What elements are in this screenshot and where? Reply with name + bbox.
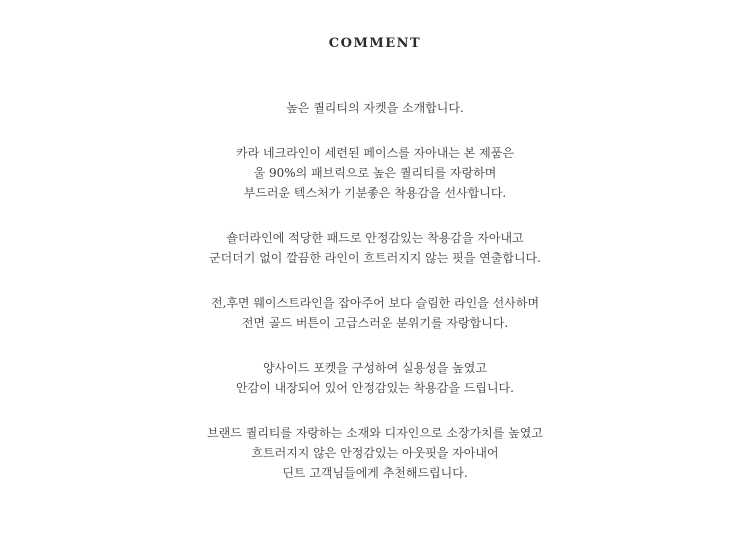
text-line: 안감이 내장되어 있어 안정감있는 착용감을 드립니다.	[236, 381, 514, 395]
text-line: 숄더라인에 적당한 패드로 안정감있는 착용감을 자아내고	[226, 231, 524, 245]
paragraph-intro	[0, 98, 750, 118]
paragraph-collar-fabric	[0, 143, 750, 203]
paragraph-pockets-lining	[0, 358, 750, 398]
text-line: 높은 퀄리티의 자켓을 소개합니다.	[286, 101, 464, 115]
text-line: 흐트러지지 않은 안정감있는 아웃핏을 자아내어	[251, 446, 499, 460]
text-line: 브랜드 퀄리티를 자랑하는 소재와 디자인으로 소장가치를 높였고	[207, 426, 543, 440]
text-line: 군더더기 없이 깔끔한 라인이 흐트러지지 않는 핏을 연출합니다.	[209, 251, 541, 265]
paragraph-waistline-buttons	[0, 293, 750, 333]
text-line: 카라 네크라인이 세련된 페이스를 자아내는 본 제품은	[236, 146, 514, 160]
comment-body	[0, 98, 750, 508]
text-line: 딘트 고객님들에게 추천해드립니다.	[282, 466, 468, 480]
text-line: 울 90%의 패브릭으로 높은 퀄리티를 자랑하며	[253, 166, 497, 180]
text-line: 양사이드 포켓을 구성하여 실용성을 높였고	[263, 361, 487, 375]
text-line: 전,후면 웨이스트라인을 잡아주어 보다 슬림한 라인을 선사하며	[210, 296, 540, 310]
paragraph-shoulder-fit	[0, 228, 750, 268]
text-line: 부드러운 텍스처가 기분좋은 착용감을 선사합니다.	[243, 186, 507, 200]
paragraph-recommendation	[0, 423, 750, 483]
text-line: 전면 골드 버튼이 고급스러운 분위기를 자랑합니다.	[241, 316, 509, 330]
comment-heading: COMMENT	[328, 36, 422, 51]
